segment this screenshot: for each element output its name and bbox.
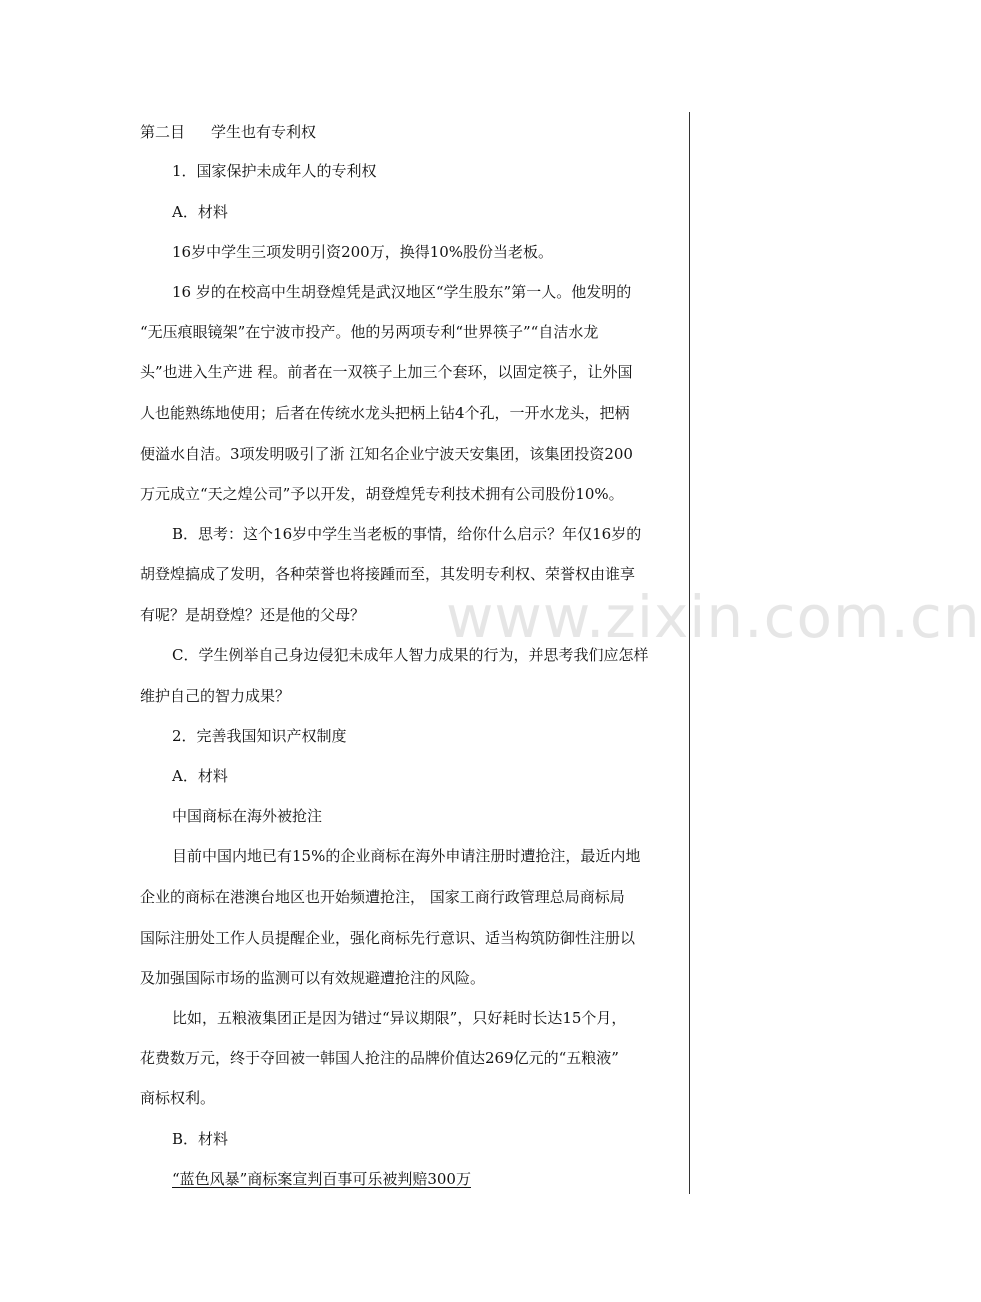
- paragraph-line: 商标权利。: [140, 1089, 216, 1107]
- paragraph-line: “无压痕眼镜架”在宁波市投产。他的另两项专利“世界筷子”“自洁水龙: [140, 323, 599, 341]
- paragraph-label: B．材料: [172, 1130, 229, 1148]
- subsection-heading: 2．完善我国知识产权制度: [172, 727, 347, 745]
- watermark: www.zixin.com.cn: [446, 583, 981, 651]
- paragraph-line: 有呢？是胡登煌？还是他的父母？: [140, 606, 366, 624]
- paragraph-line: 目前中国内地已有15%的企业商标在海外申请注册时遭抢注，最近内地: [172, 847, 641, 865]
- paragraph-line: B．思考：这个16岁中学生当老板的事情，给你什么启示？年仅16岁的: [172, 525, 642, 543]
- paragraph-line: 人也能熟练地使用；后者在传统水龙头把柄上钻4个孔，一开水龙头，把柄: [140, 404, 630, 422]
- paragraph-line: 企业的商标在港澳台地区也开始频遭抢注， 国家工商行政管理总局商标局: [140, 888, 625, 906]
- paragraph-line: 16 岁的在校高中生胡登煌凭是武汉地区“学生股东”第一人。他发明的: [172, 283, 632, 301]
- paragraph-line: 胡登煌搞成了发明，各种荣誉也将接踵而至，其发明专利权、荣誉权由谁享: [140, 565, 636, 583]
- section-heading: [140, 122, 316, 142]
- paragraph-line: 维护自己的智力成果？: [140, 687, 291, 705]
- paragraph-line: 头”也进入生产进 程。前者在一双筷子上加三个套环，以固定筷子，让外国: [140, 363, 633, 381]
- section-title: 学生也有专利权: [211, 123, 317, 141]
- paragraph-line: 便溢水自洁。3项发明吸引了浙 江知名企业宁波天安集团，该集团投资200: [140, 445, 633, 463]
- subsection-heading: 1．国家保护未成年人的专利权: [172, 162, 377, 180]
- paragraph-line: 万元成立“天之煌公司”予以开发，胡登煌凭专利技术拥有公司股份10%。: [140, 485, 624, 503]
- section-label: 第二目: [140, 123, 186, 141]
- material-title-underlined: “蓝色风暴”商标案宣判百事可乐被判赔300万: [172, 1170, 471, 1188]
- paragraph-line: 花费数万元，终于夺回被一韩国人抢注的品牌价值达269亿元的“五粮液”: [140, 1049, 619, 1067]
- paragraph-label: A．材料: [172, 767, 228, 785]
- material-title: 中国商标在海外被抢注: [172, 807, 323, 825]
- paragraph-line: C．学生例举自己身边侵犯未成年人智力成果的行为，并思考我们应怎样: [172, 646, 649, 664]
- paragraph-label: A．材料: [172, 203, 228, 221]
- margin-rule: [689, 112, 690, 1194]
- paragraph-line: 比如，五粮液集团正是因为错过“异议期限”，只好耗时长达15个月，: [172, 1009, 627, 1027]
- paragraph-line: 国际注册处工作人员提醒企业，强化商标先行意识、适当构筑防御性注册以: [140, 929, 636, 947]
- paragraph-line: 16岁中学生三项发明引资200万，换得10%股份当老板。: [172, 243, 554, 261]
- paragraph-line: 及加强国际市场的监测可以有效规避遭抢注的风险。: [140, 969, 486, 987]
